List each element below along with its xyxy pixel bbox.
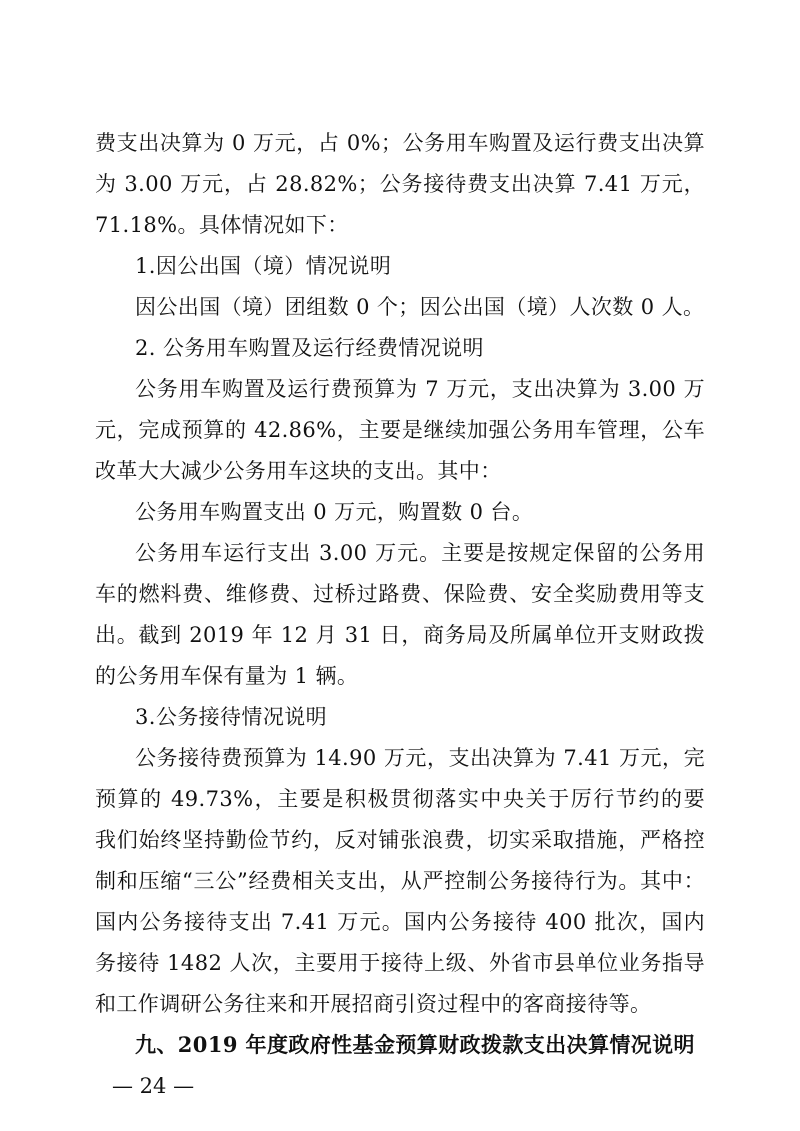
section-subheading: 3.公务接待情况说明 [135,705,328,729]
body-text-line: 费支出决算为 0 万元，占 0%；公务用车购置及运行费支出决算 [95,131,705,155]
body-text-line: 和工作调研公务往来和开展招商引资过程中的客商接待等。 [95,992,652,1016]
page-number: — 24 — [112,1074,195,1098]
body-text-line: 公务用车购置及运行费预算为 7 万元，支出决算为 3.00 万 [135,377,705,401]
body-text-line: 车的燃料费、维修费、过桥过路费、保险费、安全奖励费用等支 [95,582,705,606]
body-text-line: 预算的 49.73%，主要是积极贯彻落实中央关于厉行节约的要 [95,787,705,811]
body-text-line: 公务用车运行支出 3.00 万元。主要是按规定保留的公务用 [135,541,705,565]
body-text-line: 我们始终坚持勤俭节约，反对铺张浪费，切实采取措施，严格控 [95,828,705,852]
body-text-line: 71.18%。具体情况如下： [95,213,349,237]
body-text-line: 改革大大减少公务用车这块的支出。其中： [95,459,502,483]
body-text-line: 因公出国（境）团组数 0 个；因公出国（境）人次数 0 人。 [135,295,705,319]
section-heading: 九、2019 年度政府性基金预算财政拨款支出决算情况说明 [135,1032,695,1057]
body-text-line: 公务接待费预算为 14.90 万元，支出决算为 7.41 万元，完 [135,746,705,770]
body-text-line: 元，完成预算的 42.86%，主要是继续加强公务用车管理，公车 [95,418,705,442]
body-text-line: 公务用车购置支出 0 万元，购置数 0 台。 [135,500,534,524]
body-text-line: 制和压缩“三公”经费相关支出，从严控制公务接待行为。其中： [95,869,705,893]
body-text-line: 的公务用车保有量为 1 辆。 [95,664,359,688]
body-text-line: 国内公务接待支出 7.41 万元。国内公务接待 400 批次，国内 [95,910,705,934]
body-text-line: 为 3.00 万元，占 28.82%；公务接待费支出决算 7.41 万元， [95,172,705,196]
section-subheading: 2. 公务用车购置及运行经费情况说明 [135,336,484,360]
body-text-line: 出。截到 2019 年 12 月 31 日，商务局及所属单位开支财政拨 [95,623,705,647]
section-subheading: 1.因公出国（境）情况说明 [135,254,392,278]
body-text-line: 务接待 1482 人次，主要用于接待上级、外省市县单位业务指导 [95,951,705,975]
